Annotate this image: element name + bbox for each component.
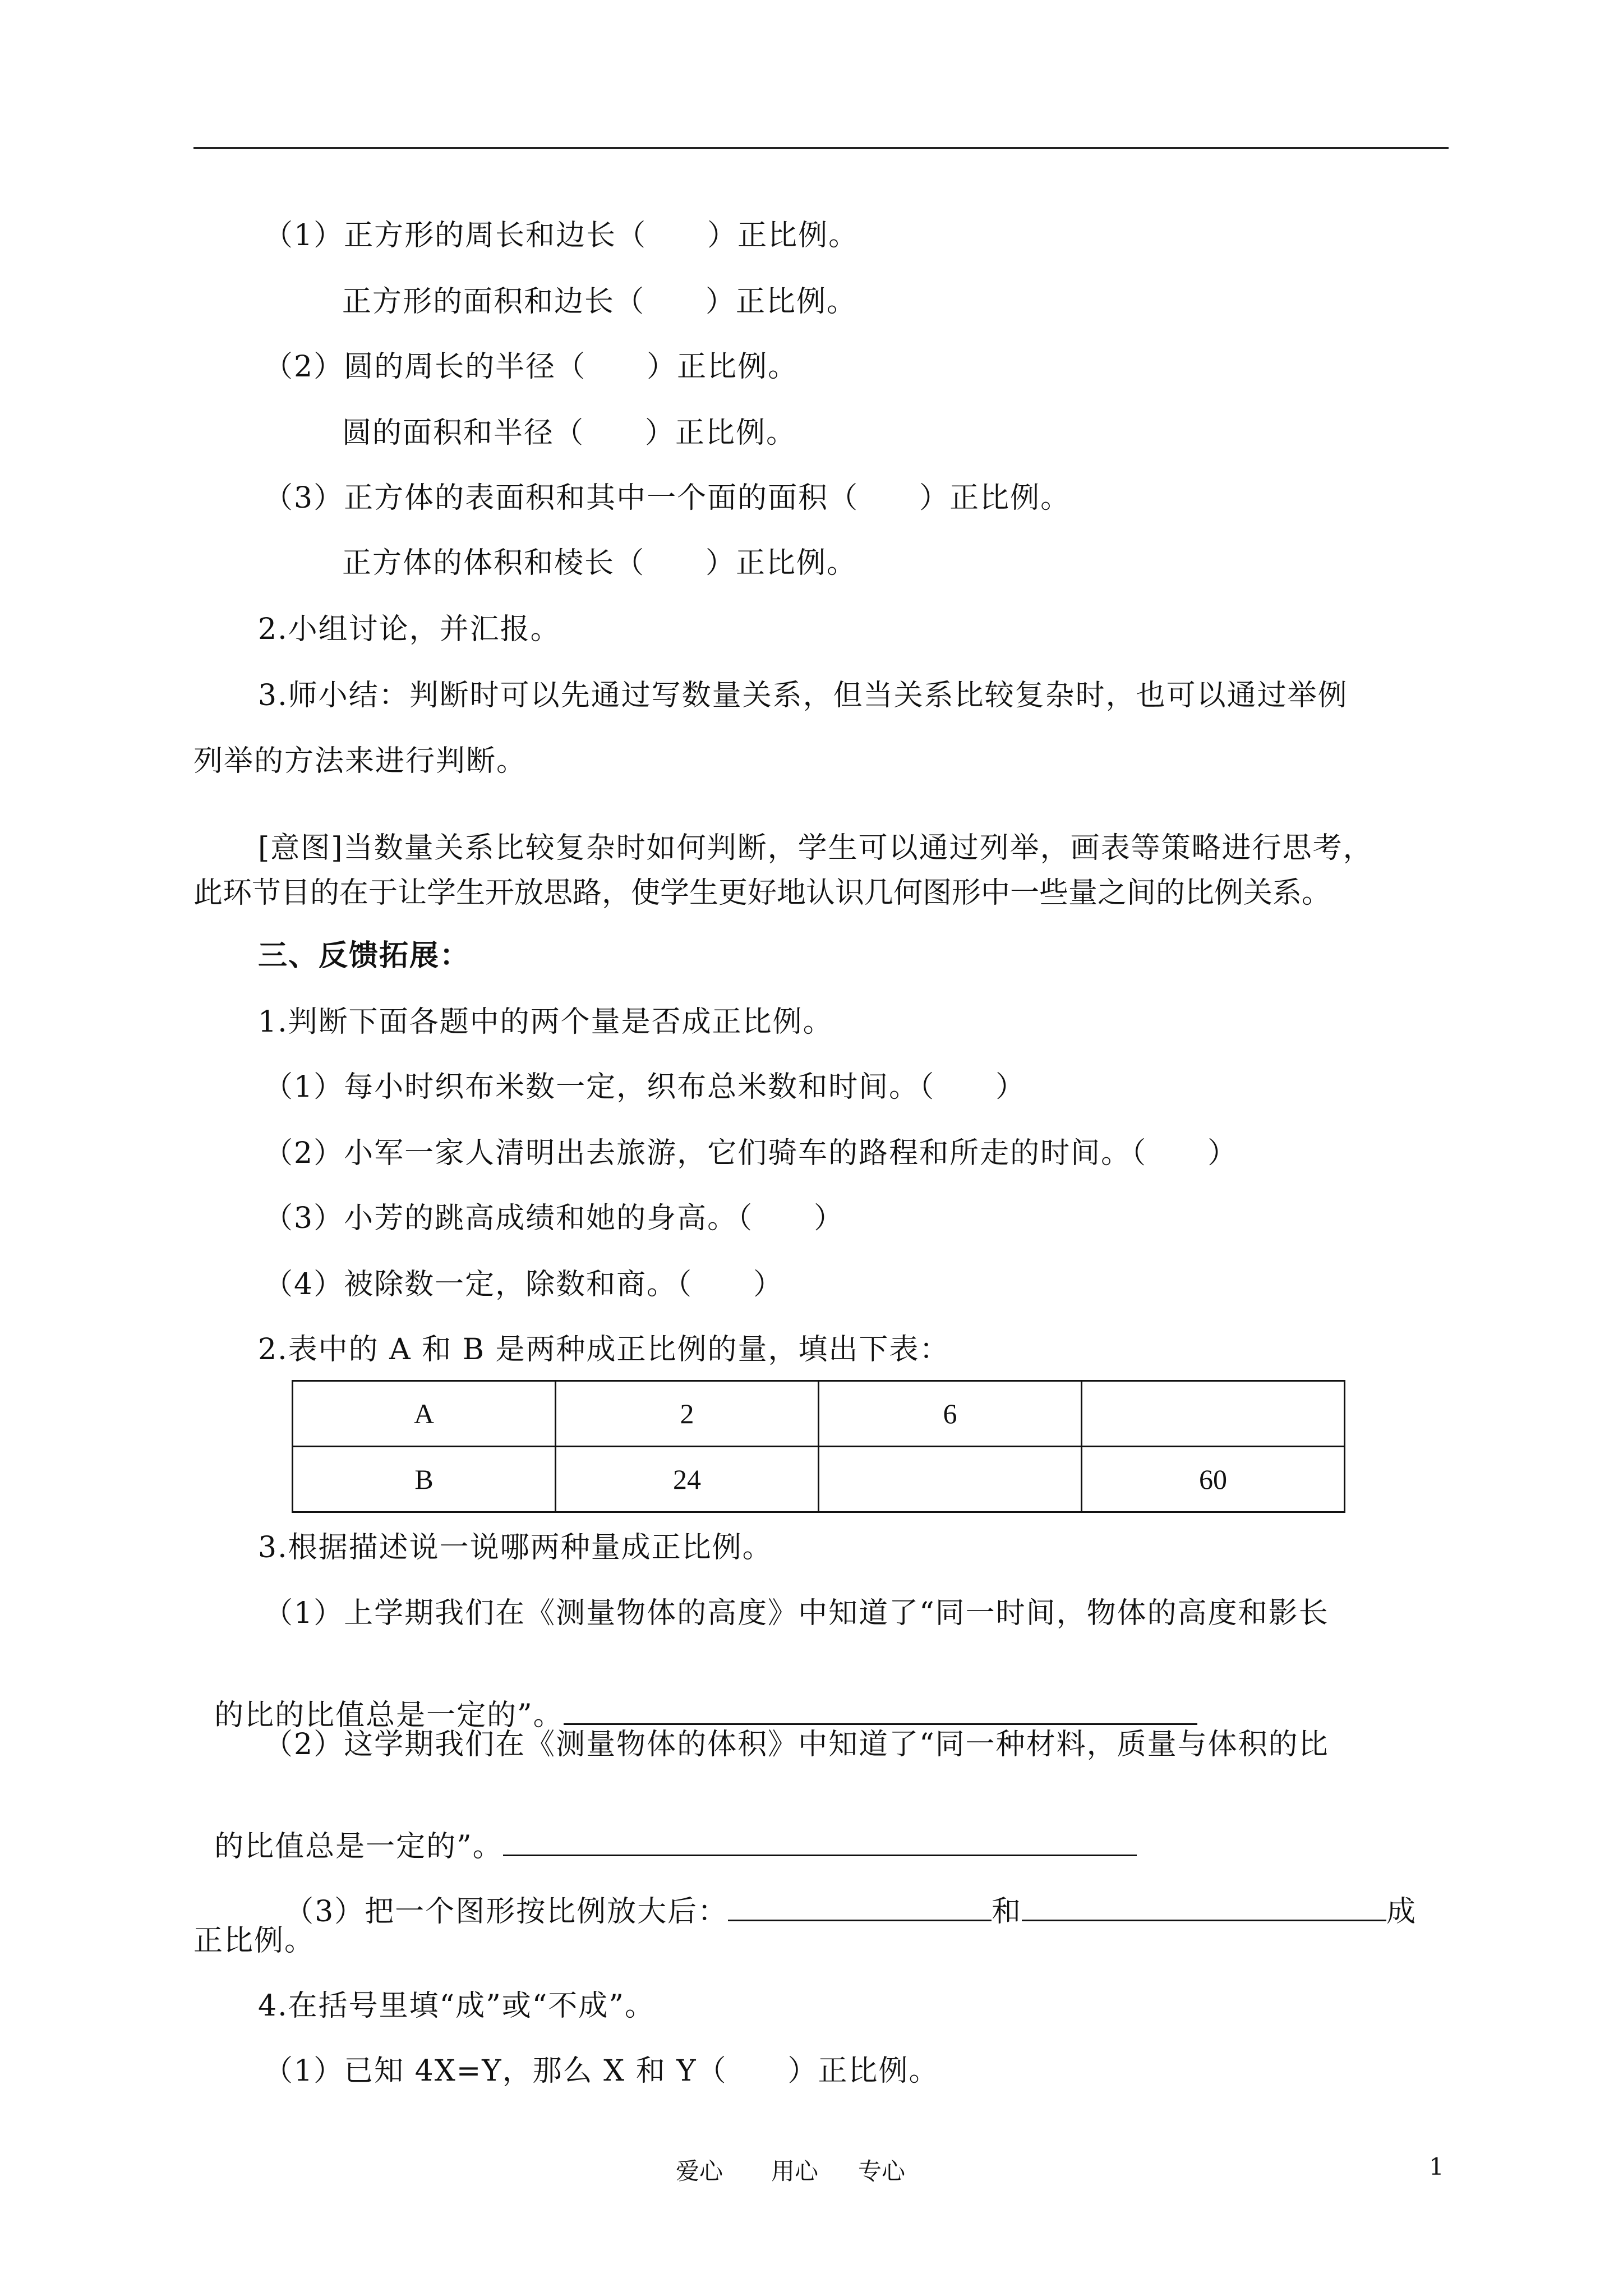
q1-line-2: 正方形的面积和边长（ ）正比例。 [342,285,857,319]
exercise-3-item-1b [193,1660,1197,1733]
exercise-3-item-2b [193,1792,1137,1865]
exercise-3-item-1a: （1）上学期我们在《测量物体的高度》中知道了“同一时间，物体的高度和影长 [264,1596,1329,1630]
table-cell [1082,1381,1345,1447]
q2-line-2: 圆的面积和半径（ ）正比例。 [342,416,797,450]
header-rule [193,147,1449,149]
exercise-1-item-3: （3）小芳的跳高成绩和她的身高。（ ） [264,1202,845,1235]
answer-blank[interactable] [564,1696,1197,1725]
q3-line-2: 正方体的体积和棱长（ ）正比例。 [342,546,857,580]
exercise-3-item-3a [264,1857,1417,1930]
footer-motto-2: 用心 [771,2157,819,2185]
table-cell: 24 [556,1447,819,1512]
section-heading: 三、反馈拓展： [258,938,471,973]
exercise-2-title: 2.表中的 A 和 B 是两种成正比例的量，填出下表： [258,1333,950,1366]
table-cell: 60 [1082,1447,1345,1512]
table-cell [819,1447,1082,1512]
table-cell: A [293,1381,556,1447]
intent-1: [意图]当数量关系比较复杂时如何判断，学生可以通过列举，画表等策略进行思考， [258,831,1373,865]
exercise-3-item-2b-text: 的比值总是一定的”。 [214,1830,503,1864]
table-cell: B [293,1447,556,1512]
q3-line-1: （3）正方体的表面积和其中一个面的面积（ ）正比例。 [264,481,1071,515]
exercise-1-item-2: （2）小军一家人清明出去旅游，它们骑车的路程和所走的时间。（ ） [264,1137,1238,1170]
group-discussion: 2.小组讨论，并汇报。 [258,613,561,646]
answer-blank[interactable] [1022,1893,1386,1921]
answer-blank[interactable] [503,1828,1137,1856]
exercise-3-item-1b-text: 的比的比值总是一定的”。 [214,1699,564,1732]
exercise-4-item-1: （1）已知 4X=Y，那么 X 和 Y（ ）正比例。 [264,2054,939,2088]
proportion-table [292,1380,1345,1513]
teacher-summary-2: 列举的方法来进行判断。 [193,744,527,778]
answer-blank[interactable] [728,1893,992,1921]
footer-motto-1: 爱心 [676,2157,723,2185]
teacher-summary-1: 3.师小结：判断时可以先通过写数量关系，但当关系比较复杂时，也可以通过举例 [258,679,1348,712]
exercise-3-item-2a: （2）这学期我们在《测量物体的体积》中知道了“同一种材料，质量与体积的比 [264,1728,1329,1761]
table-cell: 6 [819,1381,1082,1447]
exercise-1-item-4: （4）被除数一定，除数和商。（ ） [264,1268,784,1301]
q2-line-1: （2）圆的周长的半径（ ）正比例。 [264,350,799,384]
table-row [293,1381,1345,1447]
table-row [293,1447,1345,1512]
exercise-3-item-3b: 正比例。 [193,1924,315,1958]
conjunction-text: 和 [992,1895,1022,1929]
page-number: 1 [1429,2153,1444,2180]
footer-motto-3: 专心 [858,2157,906,2185]
exercise-1-title: 1.判断下面各题中的两个量是否成正比例。 [258,1005,833,1039]
exercise-4-title: 4.在括号里填“成”或“不成”。 [258,1989,655,2023]
exercise-3-title: 3.根据描述说一说哪两种量成正比例。 [258,1531,773,1565]
table-cell: 2 [556,1381,819,1447]
q1-line-1: （1）正方形的周长和边长（ ）正比例。 [264,219,859,252]
suffix-text: 成 [1386,1895,1417,1929]
intent-2: 此环节目的在于让学生开放思路，使学生更好地认识几何图形中一些量之间的比例关系。 [193,876,1331,910]
exercise-3-item-3-text: （3）把一个图形按比例放大后： [284,1895,728,1929]
exercise-1-item-1: （1）每小时织布米数一定，织布总米数和时间。（ ） [264,1070,1026,1104]
